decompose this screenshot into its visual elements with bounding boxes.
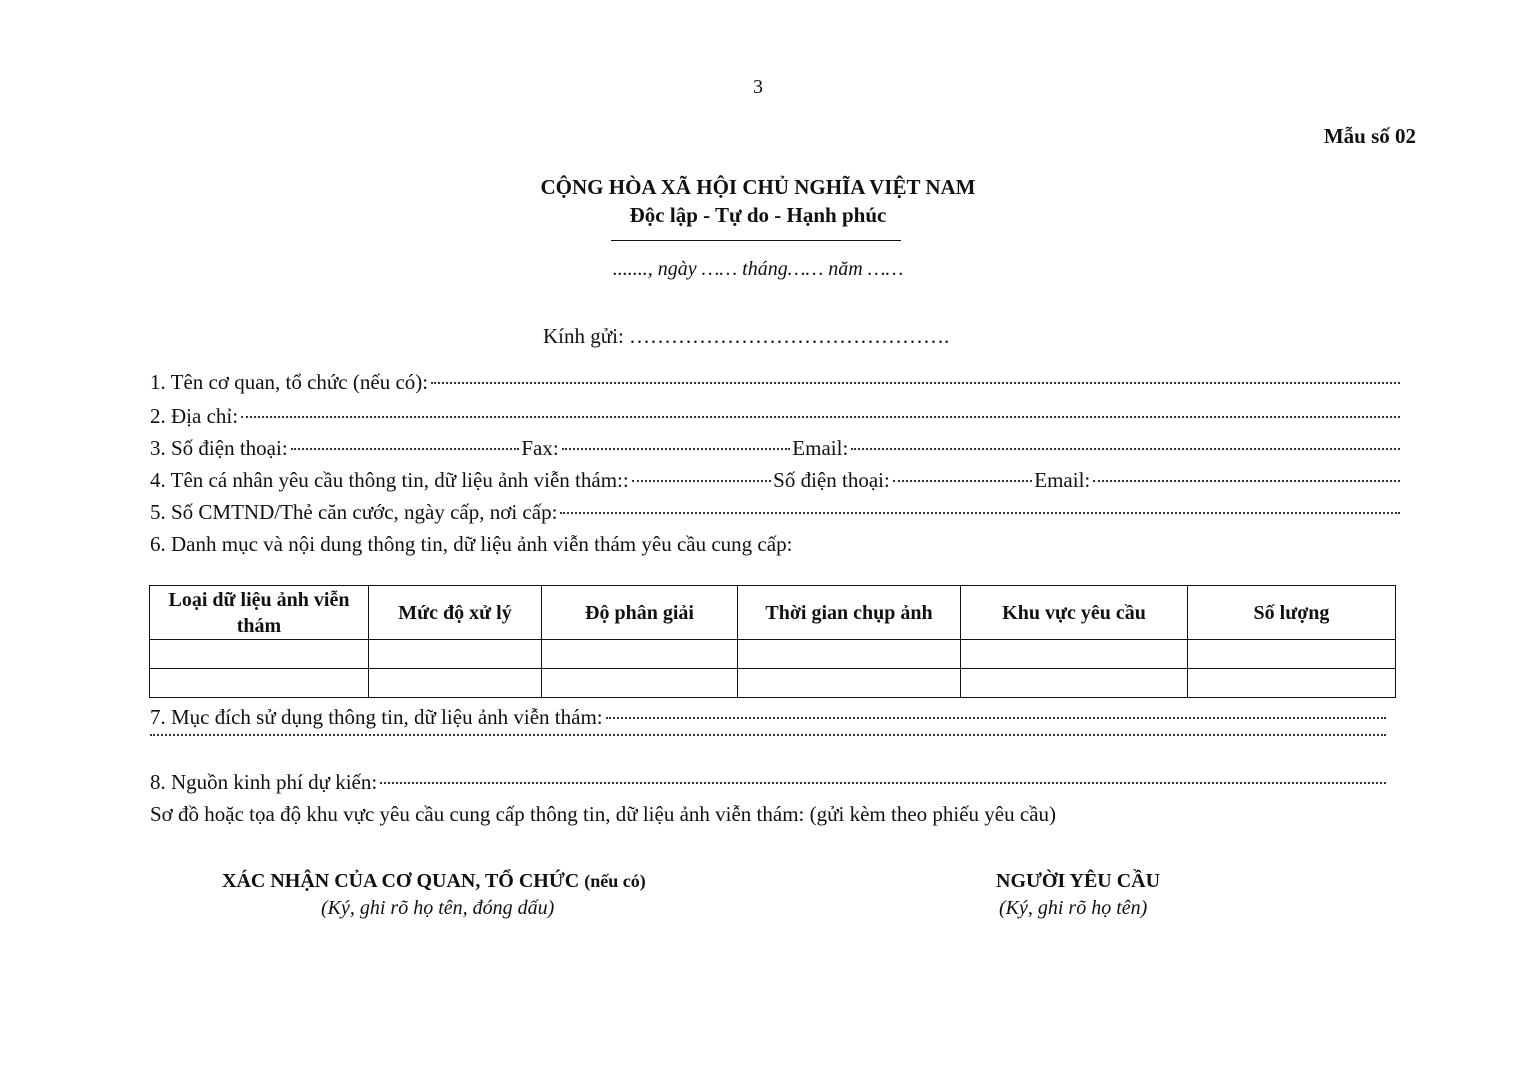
table-cell [542, 640, 738, 669]
field-address [150, 404, 1400, 429]
column-header: Mức độ xử lý [369, 586, 542, 640]
table-cell [150, 669, 369, 698]
table-cell [961, 640, 1188, 669]
org-signature-note: (Ký, ghi rõ họ tên, đóng dấu) [321, 897, 555, 919]
org-confirmation-optional: (nếu có) [584, 871, 646, 891]
field-individual [150, 468, 1400, 493]
motto-underline [611, 240, 901, 241]
table-cell [369, 640, 542, 669]
fill-line [431, 381, 1400, 384]
fill-line [606, 716, 1386, 719]
form-code: Mẫu số 02 [1323, 124, 1416, 148]
table-cell [738, 640, 961, 669]
field-data-list [150, 532, 1400, 557]
table-cell [150, 640, 369, 669]
field-label-email: Email: [1034, 468, 1091, 492]
column-header: Số lượng [1188, 586, 1396, 640]
requester-signature-note: (Ký, ghi rõ họ tên) [999, 897, 1148, 919]
fill-line [291, 447, 520, 450]
field-label: Sơ đồ hoặc tọa độ khu vực yêu cầu cung cấp thông tin, dữ liệu ảnh viễn thám: (gửi kèm theo phiếu yêu cầu) [150, 802, 1057, 826]
column-header: Độ phân giải [542, 586, 738, 640]
field-id-card [150, 500, 1400, 525]
recipient-line: Kính gửi: ………………………………………. [543, 324, 950, 348]
field-purpose [150, 705, 1386, 730]
field-organization-name [150, 370, 1400, 395]
table-header-row [150, 586, 1396, 640]
page-number: 3 [753, 76, 763, 98]
fill-line [632, 479, 771, 482]
field-contact [150, 436, 1400, 461]
national-motto: Độc lập - Tự do - Hạnh phúc [629, 203, 887, 227]
table-cell [961, 669, 1188, 698]
date-line: ......., ngày …… tháng…… năm …… [612, 258, 904, 280]
field-label: 7. Mục đích sử dụng thông tin, dữ liệu ảnh viễn thám: [150, 705, 603, 729]
data-request-table [149, 585, 1396, 698]
org-confirmation-title [222, 870, 646, 893]
fill-line [562, 447, 791, 450]
table-cell [738, 669, 961, 698]
fill-line [851, 447, 1400, 450]
table-cell [542, 669, 738, 698]
column-header: Thời gian chụp ảnh [738, 586, 961, 640]
fill-line [241, 415, 1400, 418]
column-header: Khu vực yêu cầu [961, 586, 1188, 640]
fill-line [380, 781, 1386, 784]
field-label: 8. Nguồn kinh phí dự kiến: [150, 770, 378, 794]
table-cell [1188, 669, 1396, 698]
fill-line [560, 511, 1400, 514]
field-label-phone: 3. Số điện thoại: [150, 436, 288, 460]
national-title: CỘNG HÒA XÃ HỘI CHỦ NGHĨA VIỆT NAM [540, 175, 976, 199]
requester-title: NGƯỜI YÊU CẦU [996, 870, 1161, 892]
field-purpose-continued [150, 738, 1386, 741]
column-header: Loại dữ liệu ảnh viễn thám [150, 586, 369, 640]
org-confirmation-label: XÁC NHẬN CỦA CƠ QUAN, TỔ CHỨC [222, 870, 580, 892]
field-label: 5. Số CMTND/Thẻ căn cước, ngày cấp, nơi cấp: [150, 500, 558, 524]
field-label-individual: 4. Tên cá nhân yêu cầu thông tin, dữ liệu ảnh viễn thám:: [150, 468, 629, 492]
fill-line [150, 733, 1386, 736]
field-label: 6. Danh mục và nội dung thông tin, dữ liệu ảnh viễn thám yêu cầu cung cấp: [150, 532, 793, 556]
field-area-diagram [150, 802, 1400, 827]
field-label-email: Email: [792, 436, 849, 460]
table-row [150, 640, 1396, 669]
field-label-fax: Fax: [521, 436, 559, 460]
field-label: 1. Tên cơ quan, tổ chức (nếu có): [150, 370, 429, 394]
field-label: 2. Địa chỉ: [150, 404, 239, 428]
fill-line [893, 479, 1032, 482]
table-cell [1188, 640, 1396, 669]
fill-line [1093, 479, 1400, 482]
field-label-phone: Số điện thoại: [773, 468, 890, 492]
table-cell [369, 669, 542, 698]
table-row [150, 669, 1396, 698]
field-funding [150, 770, 1386, 795]
